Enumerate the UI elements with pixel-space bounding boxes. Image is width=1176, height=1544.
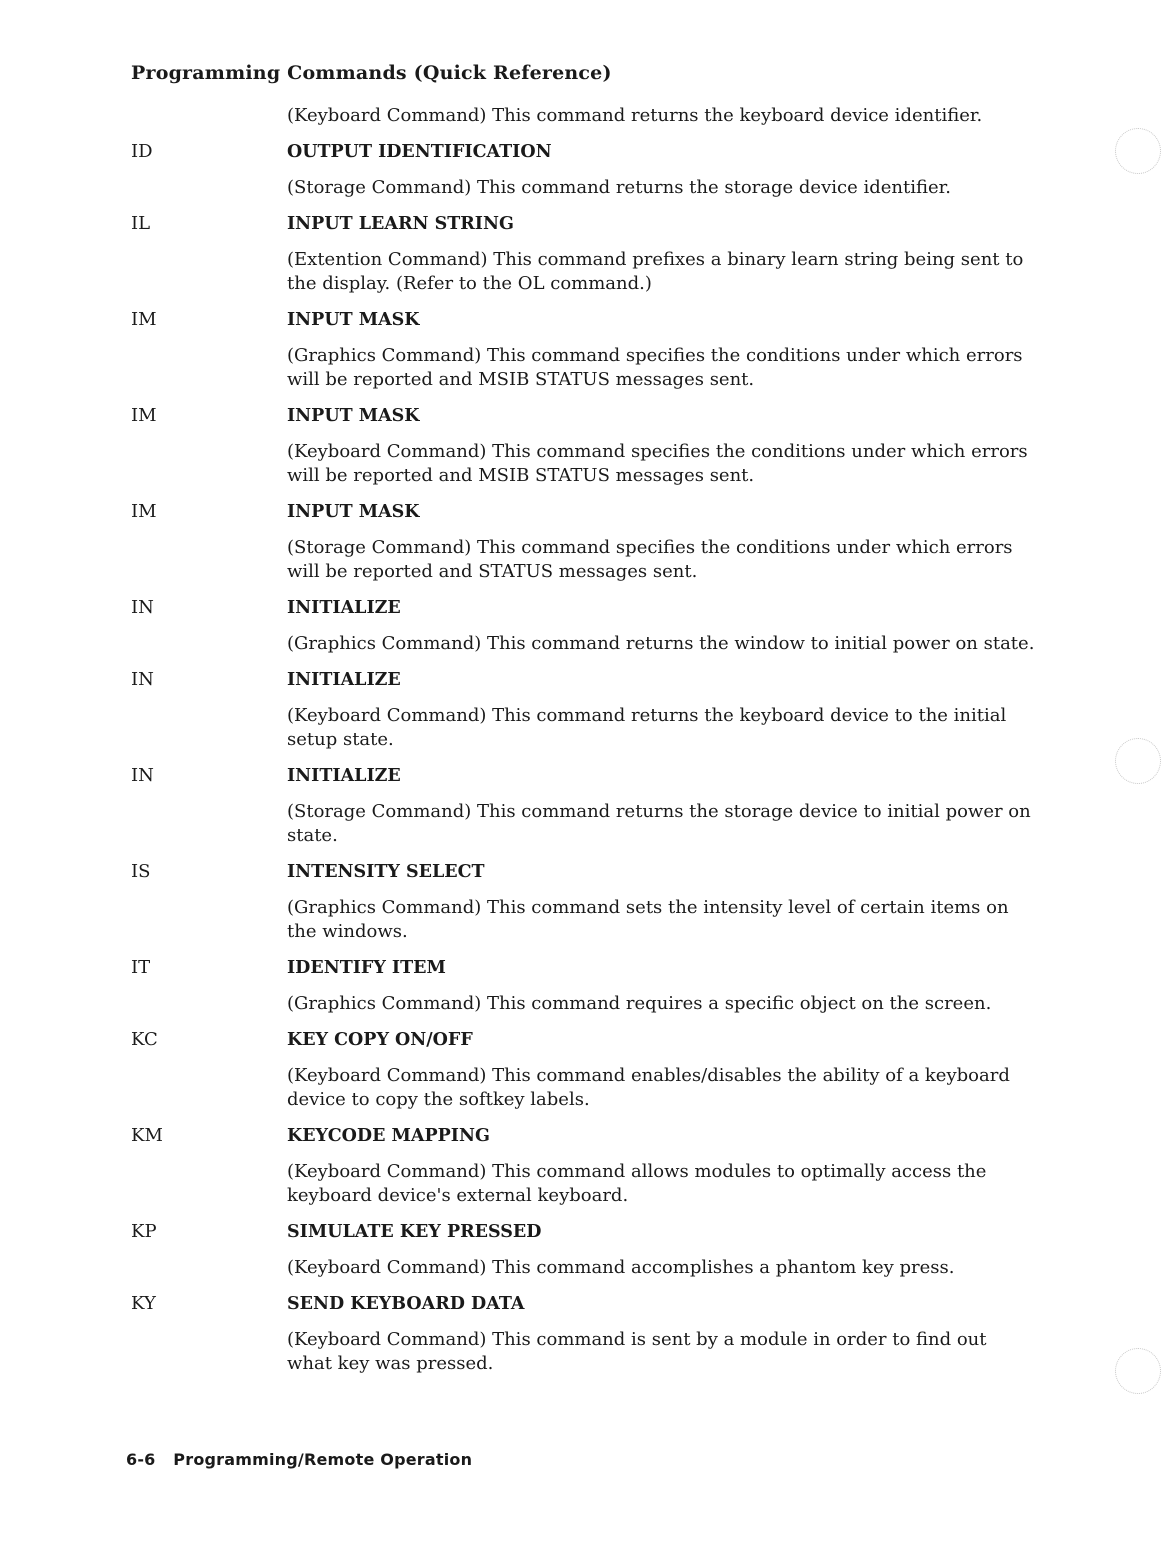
command-heading (0, 860, 1176, 884)
command-description: (Keyboard Command) This command enables/disables the ability of a keyboard device to copy the softkey labels. (287, 1065, 1010, 1110)
command-description: (Keyboard Command) This command allows modules to optimally access the keyboard device's external keyboard. (287, 1161, 987, 1206)
command-name: SIMULATE KEY PRESSED (287, 1222, 542, 1242)
command-entry (0, 1220, 1176, 1280)
command-description: (Keyboard Command) This command accomplishes a phantom key press. (287, 1257, 955, 1278)
command-heading (0, 1124, 1176, 1148)
command-mnemonic: KY (131, 1293, 156, 1314)
command-mnemonic: KC (131, 1029, 158, 1050)
command-entry (0, 956, 1176, 1016)
command-mnemonic: IL (131, 213, 151, 234)
command-name: INPUT MASK (287, 502, 420, 522)
command-entry (0, 1292, 1176, 1376)
command-entry (0, 308, 1176, 392)
command-heading (0, 404, 1176, 428)
punch-hole-mark (1115, 1348, 1161, 1394)
command-description: (Extention Command) This command prefixes a binary learn string being sent to the display. (Refer to the OL command.) (287, 249, 1024, 294)
command-list (0, 140, 1176, 1388)
command-heading (0, 1292, 1176, 1316)
command-heading (0, 308, 1176, 332)
command-description: (Storage Command) This command specifies the conditions under which errors will be reported and STATUS messages sent. (287, 537, 1013, 582)
command-name: INPUT MASK (287, 406, 420, 426)
command-name: INPUT MASK (287, 310, 420, 330)
command-name: SEND KEYBOARD DATA (287, 1294, 525, 1314)
command-description: (Graphics Command) This command requires a specific object on the screen. (287, 993, 992, 1014)
command-heading (0, 668, 1176, 692)
command-heading (0, 1028, 1176, 1052)
command-description: (Graphics Command) This command sets the intensity level of certain items on the windows. (287, 897, 1009, 942)
command-entry (0, 1028, 1176, 1112)
command-mnemonic: IM (131, 309, 157, 330)
command-heading (0, 1220, 1176, 1244)
command-heading (0, 596, 1176, 620)
command-entry (0, 500, 1176, 584)
footer-section: Programming/Remote Operation (173, 1450, 473, 1469)
command-mnemonic: IN (131, 669, 154, 690)
command-heading (0, 140, 1176, 164)
page-title: Programming Commands (Quick Reference) (131, 62, 612, 84)
command-name: OUTPUT IDENTIFICATION (287, 142, 552, 162)
command-description: (Storage Command) This command returns the storage device identifier. (287, 177, 951, 198)
command-entry (0, 596, 1176, 656)
command-description: (Graphics Command) This command returns the window to initial power on state. (287, 633, 1035, 654)
command-entry (0, 212, 1176, 296)
command-mnemonic: IS (131, 861, 151, 882)
command-mnemonic: KM (131, 1125, 163, 1146)
command-heading (0, 764, 1176, 788)
command-name: INITIALIZE (287, 766, 401, 786)
command-mnemonic: IT (131, 957, 151, 978)
command-description: (Graphics Command) This command specifies the conditions under which errors will be reported and MSIB STATUS messages sent. (287, 345, 1023, 390)
command-name: INPUT LEARN STRING (287, 214, 514, 234)
command-mnemonic: IN (131, 597, 154, 618)
command-name: KEY COPY ON/OFF (287, 1030, 473, 1050)
command-name: INITIALIZE (287, 598, 401, 618)
command-description: (Storage Command) This command returns the storage device to initial power on state. (287, 801, 1031, 846)
command-mnemonic: IM (131, 405, 157, 426)
command-description: (Keyboard Command) This command is sent by a module in order to find out what key was pressed. (287, 1329, 987, 1374)
command-description: (Keyboard Command) This command returns the keyboard device to the initial setup state. (287, 705, 1007, 750)
command-mnemonic: IN (131, 765, 154, 786)
command-entry (0, 764, 1176, 848)
command-mnemonic: KP (131, 1221, 157, 1242)
command-entry (0, 668, 1176, 752)
command-name: INTENSITY SELECT (287, 862, 485, 882)
command-mnemonic: ID (131, 141, 153, 162)
command-description: (Keyboard Command) This command specifies the conditions under which errors will be reported and MSIB STATUS messages sent. (287, 441, 1028, 486)
page-footer (126, 1450, 472, 1469)
command-entry (0, 1124, 1176, 1208)
command-heading (0, 956, 1176, 980)
command-entry (0, 404, 1176, 488)
page-number: 6-6 (126, 1450, 156, 1469)
command-name: IDENTIFY ITEM (287, 958, 446, 978)
lead-description: (Keyboard Command) This command returns the keyboard device identifier. (287, 105, 983, 126)
command-heading (0, 212, 1176, 236)
command-heading (0, 500, 1176, 524)
command-entry (0, 140, 1176, 200)
command-mnemonic: IM (131, 501, 157, 522)
punch-hole-mark (1115, 128, 1161, 174)
command-name: INITIALIZE (287, 670, 401, 690)
command-entry (0, 860, 1176, 944)
command-name: KEYCODE MAPPING (287, 1126, 490, 1146)
punch-hole-mark (1115, 738, 1161, 784)
